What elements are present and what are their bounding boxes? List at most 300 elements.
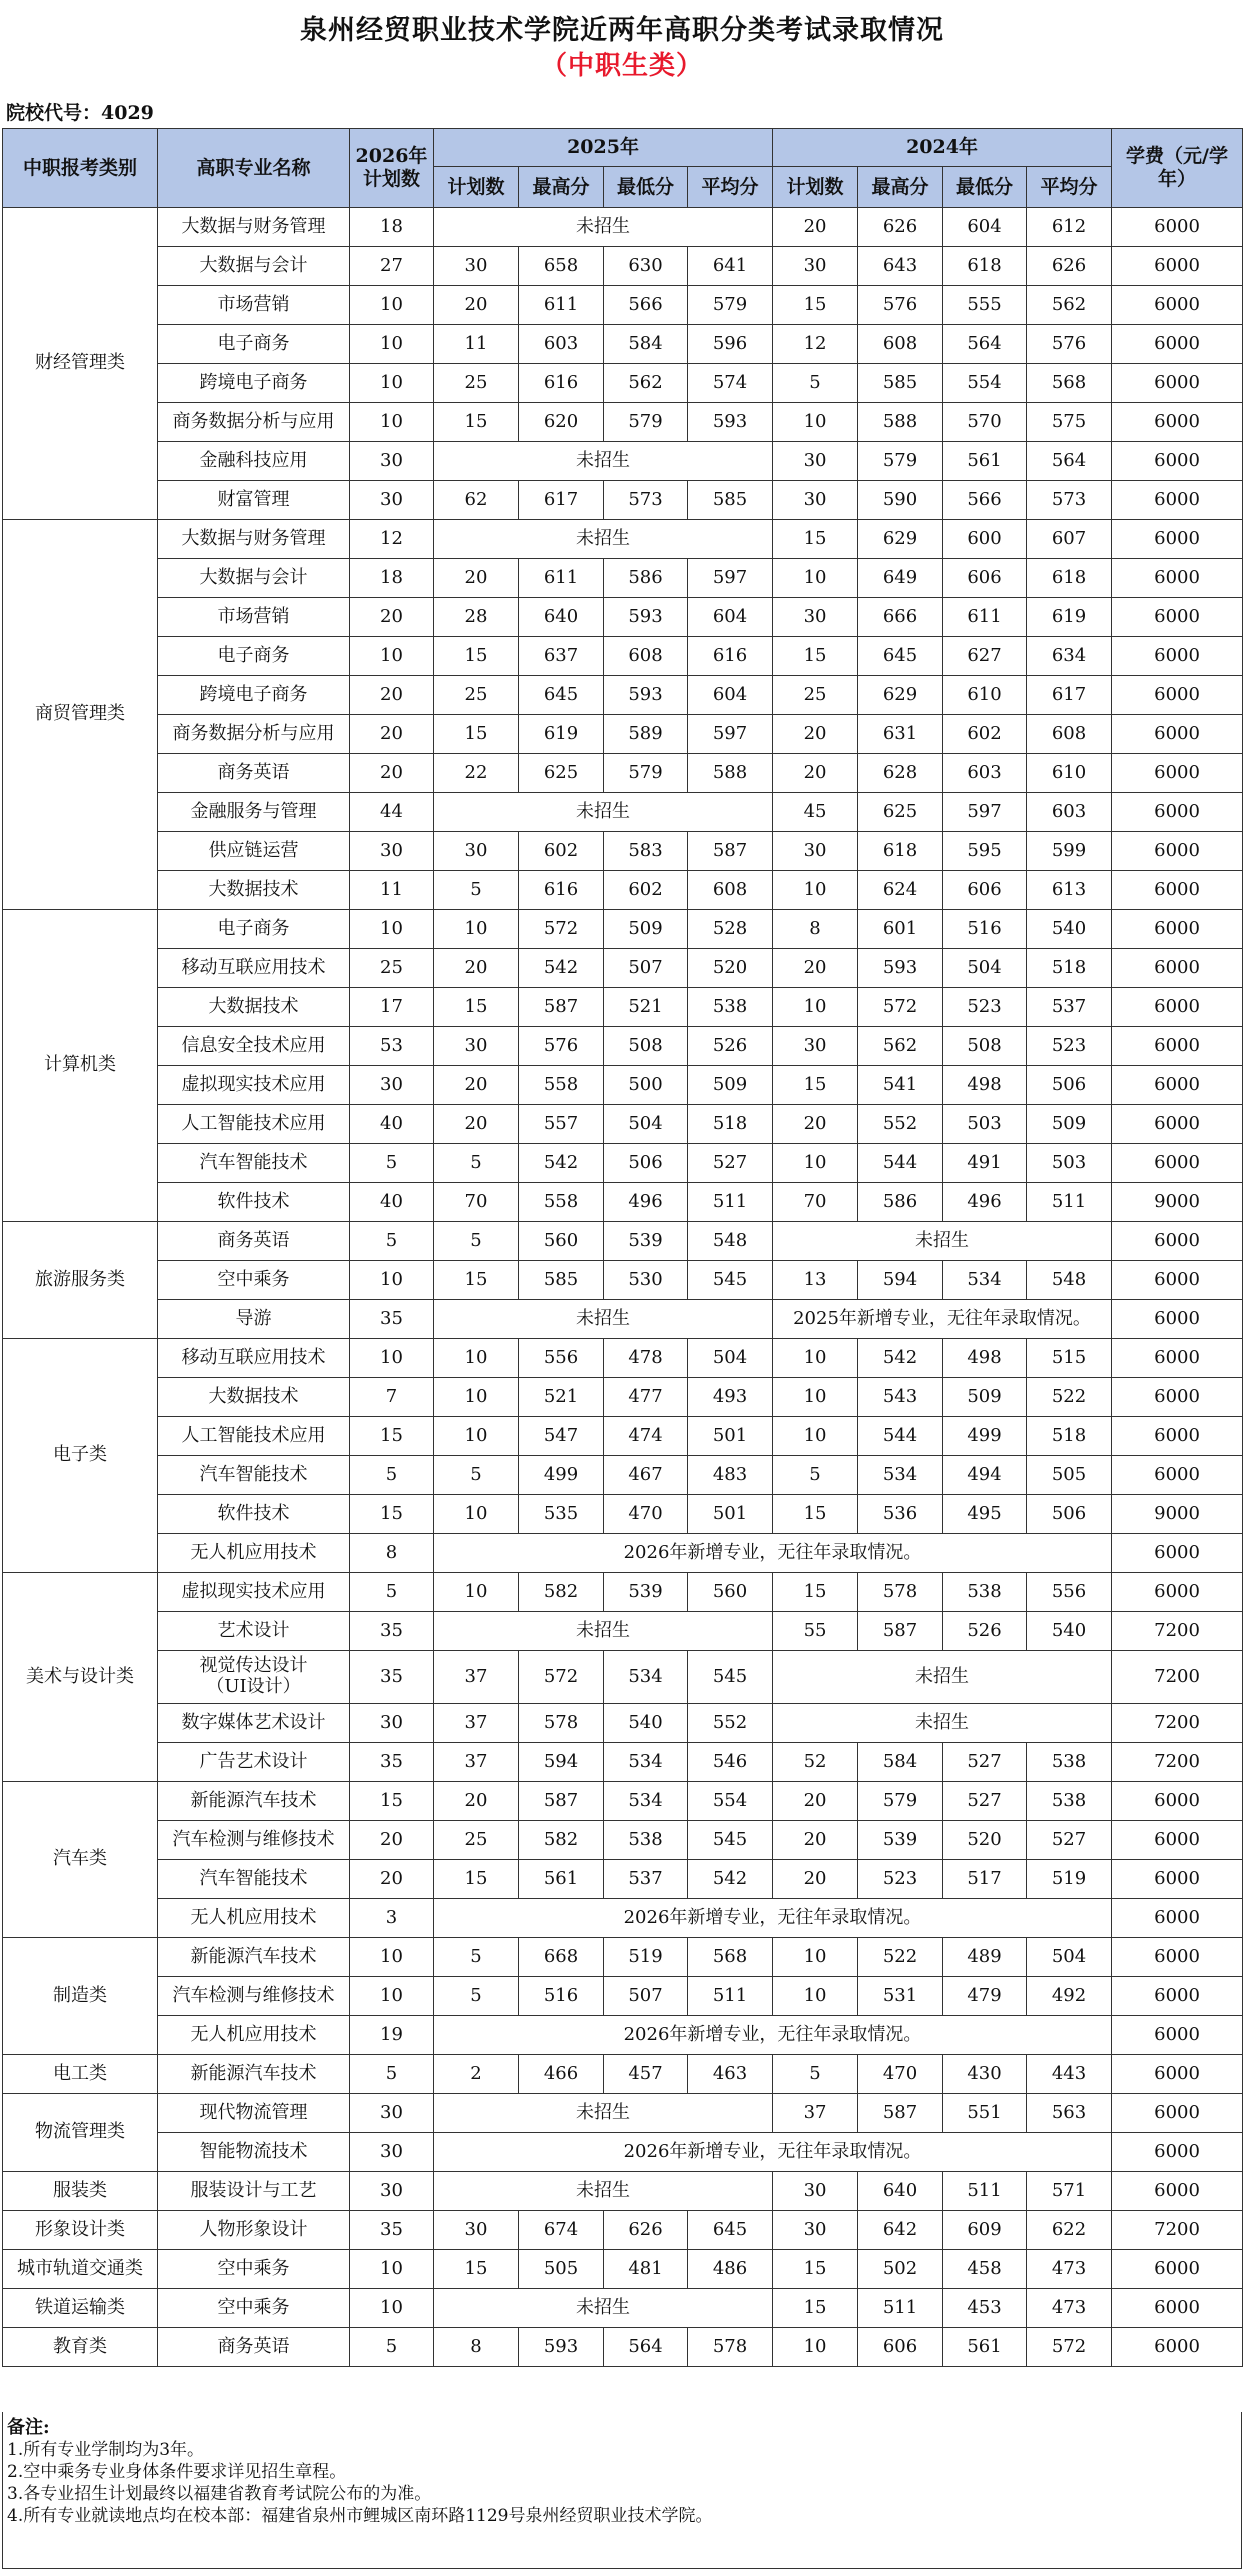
note-cell: 未招生 xyxy=(434,1300,773,1339)
2025-plan-cell: 11 xyxy=(434,325,519,364)
2025-plan-cell: 30 xyxy=(434,2211,519,2250)
2025-min-cell: 507 xyxy=(604,949,688,988)
2024-plan-cell: 30 xyxy=(773,2211,858,2250)
2025-plan-cell: 5 xyxy=(434,1222,519,1261)
table-row xyxy=(3,1222,1243,1261)
2024-plan-cell: 10 xyxy=(773,1339,858,1378)
2024-max-cell: 541 xyxy=(858,1066,943,1105)
major-cell: 智能物流技术 xyxy=(158,2133,350,2172)
note-cell: 未招生 xyxy=(773,1704,1112,1743)
2024-plan-cell: 15 xyxy=(773,2289,858,2328)
plan-2026-cell: 10 xyxy=(350,286,434,325)
2024-plan-cell: 5 xyxy=(773,2055,858,2094)
2025-min-cell: 579 xyxy=(604,754,688,793)
plan-2026-cell: 15 xyxy=(350,1782,434,1821)
2024-plan-cell: 10 xyxy=(773,1144,858,1183)
plan-2026-cell: 10 xyxy=(350,2289,434,2328)
2024-min-cell: 517 xyxy=(943,1860,1027,1899)
fee-cell: 6000 xyxy=(1112,2094,1243,2133)
2025-max-cell: 611 xyxy=(519,559,604,598)
2024-avg-cell: 518 xyxy=(1027,1417,1112,1456)
major-line: 视觉传达设计 xyxy=(199,1655,308,1677)
2024-plan-cell: 15 xyxy=(773,1573,858,1612)
table-row xyxy=(3,676,1243,715)
2024-avg-cell: 527 xyxy=(1027,1821,1112,1860)
2025-avg-cell: 527 xyxy=(688,1144,773,1183)
header-major: 高职专业名称 xyxy=(158,129,350,208)
plan-2026-cell: 35 xyxy=(350,1651,434,1704)
plan-2026-cell: 19 xyxy=(350,2016,434,2055)
2024-avg-cell: 473 xyxy=(1027,2250,1112,2289)
2024-plan-cell: 15 xyxy=(773,520,858,559)
2025-min-cell: 584 xyxy=(604,325,688,364)
fee-cell: 6000 xyxy=(1112,247,1243,286)
note-line: 3.各专业招生计划最终以福建省教育考试院公布的为准。 xyxy=(7,2484,432,2504)
2025-min-cell: 530 xyxy=(604,1261,688,1300)
plan-2026-cell: 3 xyxy=(350,1899,434,1938)
plan-2026-cell: 8 xyxy=(350,1534,434,1573)
fee-cell: 6000 xyxy=(1112,2328,1243,2367)
plan-2026-cell: 15 xyxy=(350,1495,434,1534)
2024-min-cell: 430 xyxy=(943,2055,1027,2094)
2024-min-cell: 606 xyxy=(943,871,1027,910)
table-row xyxy=(3,208,1243,247)
2025-plan-cell: 20 xyxy=(434,1105,519,1144)
2025-max-cell: 658 xyxy=(519,247,604,286)
2025-max-cell: 602 xyxy=(519,832,604,871)
2025-avg-cell: 645 xyxy=(688,2211,773,2250)
plan-2026-cell: 10 xyxy=(350,2250,434,2289)
fee-cell: 6000 xyxy=(1112,1378,1243,1417)
major-cell: 商务英语 xyxy=(158,2328,350,2367)
2024-max-cell: 626 xyxy=(858,208,943,247)
major-cell: 人物形象设计 xyxy=(158,2211,350,2250)
plan-2026-cell: 35 xyxy=(350,1300,434,1339)
table-row xyxy=(3,1261,1243,1300)
table-row xyxy=(3,1105,1243,1144)
major-cell: 商务英语 xyxy=(158,754,350,793)
2024-max-cell: 542 xyxy=(858,1339,943,1378)
2024-min-cell: 627 xyxy=(943,637,1027,676)
2025-min-cell: 562 xyxy=(604,364,688,403)
plan-2026-cell: 10 xyxy=(350,364,434,403)
2025-min-cell: 508 xyxy=(604,1027,688,1066)
plan-2026-cell: 30 xyxy=(350,2094,434,2133)
2025-plan-cell: 30 xyxy=(434,832,519,871)
major-cell: 空中乘务 xyxy=(158,2289,350,2328)
2024-plan-cell: 5 xyxy=(773,364,858,403)
category-cell: 财经管理类 xyxy=(3,208,158,520)
2024-plan-cell: 10 xyxy=(773,988,858,1027)
fee-cell: 6000 xyxy=(1112,2289,1243,2328)
2024-min-cell: 527 xyxy=(943,1743,1027,1782)
2024-plan-cell: 15 xyxy=(773,286,858,325)
2024-plan-cell: 10 xyxy=(773,559,858,598)
2024-max-cell: 590 xyxy=(858,481,943,520)
fee-cell: 7200 xyxy=(1112,1612,1243,1651)
2024-min-cell: 606 xyxy=(943,559,1027,598)
2025-plan-cell: 10 xyxy=(434,1339,519,1378)
plan-2026-cell: 5 xyxy=(350,1573,434,1612)
2025-plan-cell: 22 xyxy=(434,754,519,793)
major-cell: 大数据与会计 xyxy=(158,247,350,286)
2024-min-cell: 491 xyxy=(943,1144,1027,1183)
2024-avg-cell: 538 xyxy=(1027,1743,1112,1782)
table-row xyxy=(3,403,1243,442)
major-cell: 虚拟现实技术应用 xyxy=(158,1066,350,1105)
plan-2026-cell: 53 xyxy=(350,1027,434,1066)
table-row xyxy=(3,247,1243,286)
2024-max-cell: 629 xyxy=(858,520,943,559)
admission-table xyxy=(2,128,1243,2367)
2024-avg-cell: 519 xyxy=(1027,1860,1112,1899)
header-category: 中职报考类别 xyxy=(3,129,158,208)
table-row xyxy=(3,1378,1243,1417)
2024-min-cell: 503 xyxy=(943,1105,1027,1144)
2024-plan-cell: 20 xyxy=(773,1782,858,1821)
major-cell: 大数据与财务管理 xyxy=(158,208,350,247)
fee-cell: 6000 xyxy=(1112,949,1243,988)
2025-max-cell: 625 xyxy=(519,754,604,793)
2025-avg-cell: 588 xyxy=(688,754,773,793)
2024-max-cell: 645 xyxy=(858,637,943,676)
2024-min-cell: 551 xyxy=(943,2094,1027,2133)
2024-plan-cell: 10 xyxy=(773,2328,858,2367)
page-subtitle: （中职生类） xyxy=(540,51,703,81)
2024-min-cell: 453 xyxy=(943,2289,1027,2328)
2024-max-cell: 579 xyxy=(858,1782,943,1821)
plan-2026-cell: 20 xyxy=(350,598,434,637)
2025-avg-cell: 560 xyxy=(688,1573,773,1612)
2025-min-cell: 534 xyxy=(604,1782,688,1821)
plan-2026-cell: 5 xyxy=(350,1222,434,1261)
2024-min-cell: 570 xyxy=(943,403,1027,442)
2024-max-cell: 552 xyxy=(858,1105,943,1144)
2024-max-cell: 544 xyxy=(858,1417,943,1456)
2025-max-cell: 617 xyxy=(519,481,604,520)
major-cell xyxy=(158,1651,350,1704)
2024-min-cell: 554 xyxy=(943,364,1027,403)
2025-plan-cell: 15 xyxy=(434,637,519,676)
2025-avg-cell: 616 xyxy=(688,637,773,676)
table-row xyxy=(3,1612,1243,1651)
2024-plan-cell: 10 xyxy=(773,1417,858,1456)
table-row xyxy=(3,910,1243,949)
2024-max-cell: 572 xyxy=(858,988,943,1027)
header-2024-avg: 平均分 xyxy=(1027,167,1112,208)
2024-min-cell: 509 xyxy=(943,1378,1027,1417)
fee-cell: 6000 xyxy=(1112,208,1243,247)
plan-2026-cell: 5 xyxy=(350,1456,434,1495)
2024-min-cell: 479 xyxy=(943,1977,1027,2016)
fee-cell: 6000 xyxy=(1112,1027,1243,1066)
fee-cell: 6000 xyxy=(1112,520,1243,559)
major-cell: 市场营销 xyxy=(158,286,350,325)
2025-plan-cell: 25 xyxy=(434,1821,519,1860)
plan-2026-cell: 10 xyxy=(350,637,434,676)
2024-max-cell: 631 xyxy=(858,715,943,754)
2024-max-cell: 584 xyxy=(858,1743,943,1782)
2024-min-cell: 564 xyxy=(943,325,1027,364)
2024-max-cell: 666 xyxy=(858,598,943,637)
category-cell: 教育类 xyxy=(3,2328,158,2367)
2024-avg-cell: 573 xyxy=(1027,481,1112,520)
table-row xyxy=(3,1704,1243,1743)
table-row xyxy=(3,481,1243,520)
major-cell: 人工智能技术应用 xyxy=(158,1417,350,1456)
2025-avg-cell: 579 xyxy=(688,286,773,325)
fee-cell: 6000 xyxy=(1112,481,1243,520)
2024-avg-cell: 537 xyxy=(1027,988,1112,1027)
major-cell: 无人机应用技术 xyxy=(158,2016,350,2055)
plan-2026-cell: 18 xyxy=(350,559,434,598)
2025-avg-cell: 483 xyxy=(688,1456,773,1495)
2025-avg-cell: 501 xyxy=(688,1417,773,1456)
2025-plan-cell: 5 xyxy=(434,871,519,910)
major-cell: 汽车智能技术 xyxy=(158,1860,350,1899)
fee-cell: 6000 xyxy=(1112,1977,1243,2016)
2025-max-cell: 582 xyxy=(519,1821,604,1860)
2025-plan-cell: 8 xyxy=(434,2328,519,2367)
fee-cell: 6000 xyxy=(1112,2172,1243,2211)
2024-plan-cell: 70 xyxy=(773,1183,858,1222)
2025-plan-cell: 5 xyxy=(434,1977,519,2016)
2025-min-cell: 566 xyxy=(604,286,688,325)
2024-min-cell: 458 xyxy=(943,2250,1027,2289)
major-cell: 跨境电子商务 xyxy=(158,364,350,403)
note-cell: 2026年新增专业，无往年录取情况。 xyxy=(434,1899,1112,1938)
2024-max-cell: 586 xyxy=(858,1183,943,1222)
major-cell: 大数据技术 xyxy=(158,988,350,1027)
2024-max-cell: 624 xyxy=(858,871,943,910)
2025-avg-cell: 518 xyxy=(688,1105,773,1144)
header-2024-max: 最高分 xyxy=(858,167,943,208)
2025-max-cell: 521 xyxy=(519,1378,604,1417)
2025-min-cell: 539 xyxy=(604,1222,688,1261)
major-cell: 人工智能技术应用 xyxy=(158,1105,350,1144)
note-cell: 未招生 xyxy=(434,208,773,247)
2024-avg-cell: 607 xyxy=(1027,520,1112,559)
2024-avg-cell: 575 xyxy=(1027,403,1112,442)
2025-max-cell: 556 xyxy=(519,1339,604,1378)
2025-max-cell: 499 xyxy=(519,1456,604,1495)
2024-plan-cell: 15 xyxy=(773,1066,858,1105)
major-cell: 导游 xyxy=(158,1300,350,1339)
2024-min-cell: 534 xyxy=(943,1261,1027,1300)
2024-plan-cell: 10 xyxy=(773,1378,858,1417)
2025-min-cell: 564 xyxy=(604,2328,688,2367)
2024-min-cell: 609 xyxy=(943,2211,1027,2250)
table-row xyxy=(3,1938,1243,1977)
2024-avg-cell: 563 xyxy=(1027,2094,1112,2133)
2024-avg-cell: 568 xyxy=(1027,364,1112,403)
2024-avg-cell: 610 xyxy=(1027,754,1112,793)
2024-plan-cell: 10 xyxy=(773,1938,858,1977)
2025-plan-cell: 20 xyxy=(434,949,519,988)
table-row xyxy=(3,559,1243,598)
note-cell: 2025年新增专业，无往年录取情况。 xyxy=(773,1300,1112,1339)
2024-max-cell: 606 xyxy=(858,2328,943,2367)
2024-avg-cell: 572 xyxy=(1027,2328,1112,2367)
plan-2026-cell: 44 xyxy=(350,793,434,832)
2025-avg-cell: 578 xyxy=(688,2328,773,2367)
2025-min-cell: 626 xyxy=(604,2211,688,2250)
2025-min-cell: 457 xyxy=(604,2055,688,2094)
2025-max-cell: 542 xyxy=(519,1144,604,1183)
2024-avg-cell: 548 xyxy=(1027,1261,1112,1300)
plan-2026-cell: 20 xyxy=(350,1860,434,1899)
2025-avg-cell: 587 xyxy=(688,832,773,871)
table-row xyxy=(3,1743,1243,1782)
fee-cell: 6000 xyxy=(1112,1860,1243,1899)
note-line: 1.所有专业学制均为3年。 xyxy=(7,2440,205,2460)
school-code: 院校代号：4029 xyxy=(6,102,154,124)
2024-min-cell: 496 xyxy=(943,1183,1027,1222)
major-cell: 移动互联应用技术 xyxy=(158,1339,350,1378)
2024-plan-cell: 30 xyxy=(773,247,858,286)
plan-2026-cell: 30 xyxy=(350,481,434,520)
2025-avg-cell: 545 xyxy=(688,1821,773,1860)
major-cell: 汽车检测与维修技术 xyxy=(158,1977,350,2016)
2025-avg-cell: 511 xyxy=(688,1183,773,1222)
2025-plan-cell: 37 xyxy=(434,1704,519,1743)
2025-min-cell: 573 xyxy=(604,481,688,520)
plan-2026-cell: 20 xyxy=(350,754,434,793)
2025-max-cell: 558 xyxy=(519,1066,604,1105)
2025-plan-cell: 37 xyxy=(434,1743,519,1782)
table-row xyxy=(3,364,1243,403)
2024-plan-cell: 52 xyxy=(773,1743,858,1782)
fee-cell: 9000 xyxy=(1112,1183,1243,1222)
2025-min-cell: 507 xyxy=(604,1977,688,2016)
2025-avg-cell: 604 xyxy=(688,676,773,715)
2024-plan-cell: 10 xyxy=(773,403,858,442)
major-cell: 电子商务 xyxy=(158,910,350,949)
2024-max-cell: 562 xyxy=(858,1027,943,1066)
2024-max-cell: 543 xyxy=(858,1378,943,1417)
2025-plan-cell: 15 xyxy=(434,1860,519,1899)
major-cell: 大数据技术 xyxy=(158,1378,350,1417)
fee-cell: 6000 xyxy=(1112,832,1243,871)
2025-avg-cell: 528 xyxy=(688,910,773,949)
fee-cell: 6000 xyxy=(1112,1066,1243,1105)
2025-avg-cell: 545 xyxy=(688,1651,773,1704)
2024-max-cell: 643 xyxy=(858,247,943,286)
note-cell: 2026年新增专业，无往年录取情况。 xyxy=(434,1534,1112,1573)
plan-2026-cell: 18 xyxy=(350,208,434,247)
2025-max-cell: 593 xyxy=(519,2328,604,2367)
2024-min-cell: 495 xyxy=(943,1495,1027,1534)
table-row xyxy=(3,2289,1243,2328)
notes-section xyxy=(2,2412,1242,2569)
fee-cell: 6000 xyxy=(1112,754,1243,793)
2024-max-cell: 649 xyxy=(858,559,943,598)
2024-min-cell: 566 xyxy=(943,481,1027,520)
category-cell: 美术与设计类 xyxy=(3,1573,158,1782)
2024-min-cell: 604 xyxy=(943,208,1027,247)
header-year-2024: 2024年 xyxy=(773,129,1112,167)
plan-2026-cell: 30 xyxy=(350,442,434,481)
major-cell: 虚拟现实技术应用 xyxy=(158,1573,350,1612)
fee-cell: 6000 xyxy=(1112,2016,1243,2055)
plan-2026-cell: 40 xyxy=(350,1105,434,1144)
2025-max-cell: 611 xyxy=(519,286,604,325)
table-row xyxy=(3,2172,1243,2211)
major-cell: 移动互联应用技术 xyxy=(158,949,350,988)
2025-avg-cell: 596 xyxy=(688,325,773,364)
2024-plan-cell: 20 xyxy=(773,949,858,988)
plan-2026-cell: 17 xyxy=(350,988,434,1027)
major-cell: 空中乘务 xyxy=(158,1261,350,1300)
major-cell: 供应链运营 xyxy=(158,832,350,871)
2025-max-cell: 535 xyxy=(519,1495,604,1534)
2024-plan-cell: 8 xyxy=(773,910,858,949)
table-row xyxy=(3,1821,1243,1860)
major-cell: 市场营销 xyxy=(158,598,350,637)
table-row xyxy=(3,754,1243,793)
major-cell: 广告艺术设计 xyxy=(158,1743,350,1782)
2024-min-cell: 523 xyxy=(943,988,1027,1027)
note-cell: 未招生 xyxy=(434,2172,773,2211)
major-cell: 软件技术 xyxy=(158,1183,350,1222)
2024-plan-cell: 30 xyxy=(773,2172,858,2211)
2024-min-cell: 595 xyxy=(943,832,1027,871)
2024-plan-cell: 20 xyxy=(773,715,858,754)
plan-2026-cell: 35 xyxy=(350,1612,434,1651)
major-cell: 空中乘务 xyxy=(158,2250,350,2289)
major-cell: 艺术设计 xyxy=(158,1612,350,1651)
2025-max-cell: 547 xyxy=(519,1417,604,1456)
2025-max-cell: 505 xyxy=(519,2250,604,2289)
table-row xyxy=(3,832,1243,871)
fee-cell: 6000 xyxy=(1112,442,1243,481)
2025-plan-cell: 20 xyxy=(434,286,519,325)
plan-2026-cell: 10 xyxy=(350,403,434,442)
2025-avg-cell: 546 xyxy=(688,1743,773,1782)
2025-avg-cell: 511 xyxy=(688,1977,773,2016)
plan-2026-cell: 30 xyxy=(350,832,434,871)
2025-min-cell: 579 xyxy=(604,403,688,442)
header-fee: 学费（元/学年） xyxy=(1112,129,1243,208)
plan-2026-cell: 27 xyxy=(350,247,434,286)
2024-min-cell: 526 xyxy=(943,1612,1027,1651)
2024-max-cell: 593 xyxy=(858,949,943,988)
table-row xyxy=(3,1495,1243,1534)
2024-plan-cell: 30 xyxy=(773,442,858,481)
2024-min-cell: 494 xyxy=(943,1456,1027,1495)
fee-cell: 6000 xyxy=(1112,364,1243,403)
major-cell: 新能源汽车技术 xyxy=(158,1782,350,1821)
fee-cell: 6000 xyxy=(1112,1261,1243,1300)
note-cell: 未招生 xyxy=(434,442,773,481)
fee-cell: 7200 xyxy=(1112,1651,1243,1704)
table-row xyxy=(3,1027,1243,1066)
2025-max-cell: 558 xyxy=(519,1183,604,1222)
2024-max-cell: 531 xyxy=(858,1977,943,2016)
2024-avg-cell: 503 xyxy=(1027,1144,1112,1183)
2024-min-cell: 499 xyxy=(943,1417,1027,1456)
note-line: 2.空中乘务专业身体条件要求详见招生章程。 xyxy=(7,2462,347,2482)
2025-min-cell: 589 xyxy=(604,715,688,754)
2024-max-cell: 625 xyxy=(858,793,943,832)
2025-avg-cell: 552 xyxy=(688,1704,773,1743)
2025-avg-cell: 538 xyxy=(688,988,773,1027)
2025-plan-cell: 25 xyxy=(434,676,519,715)
2025-max-cell: 587 xyxy=(519,1782,604,1821)
2025-plan-cell: 5 xyxy=(434,1938,519,1977)
2024-min-cell: 504 xyxy=(943,949,1027,988)
plan-2026-cell: 30 xyxy=(350,1704,434,1743)
